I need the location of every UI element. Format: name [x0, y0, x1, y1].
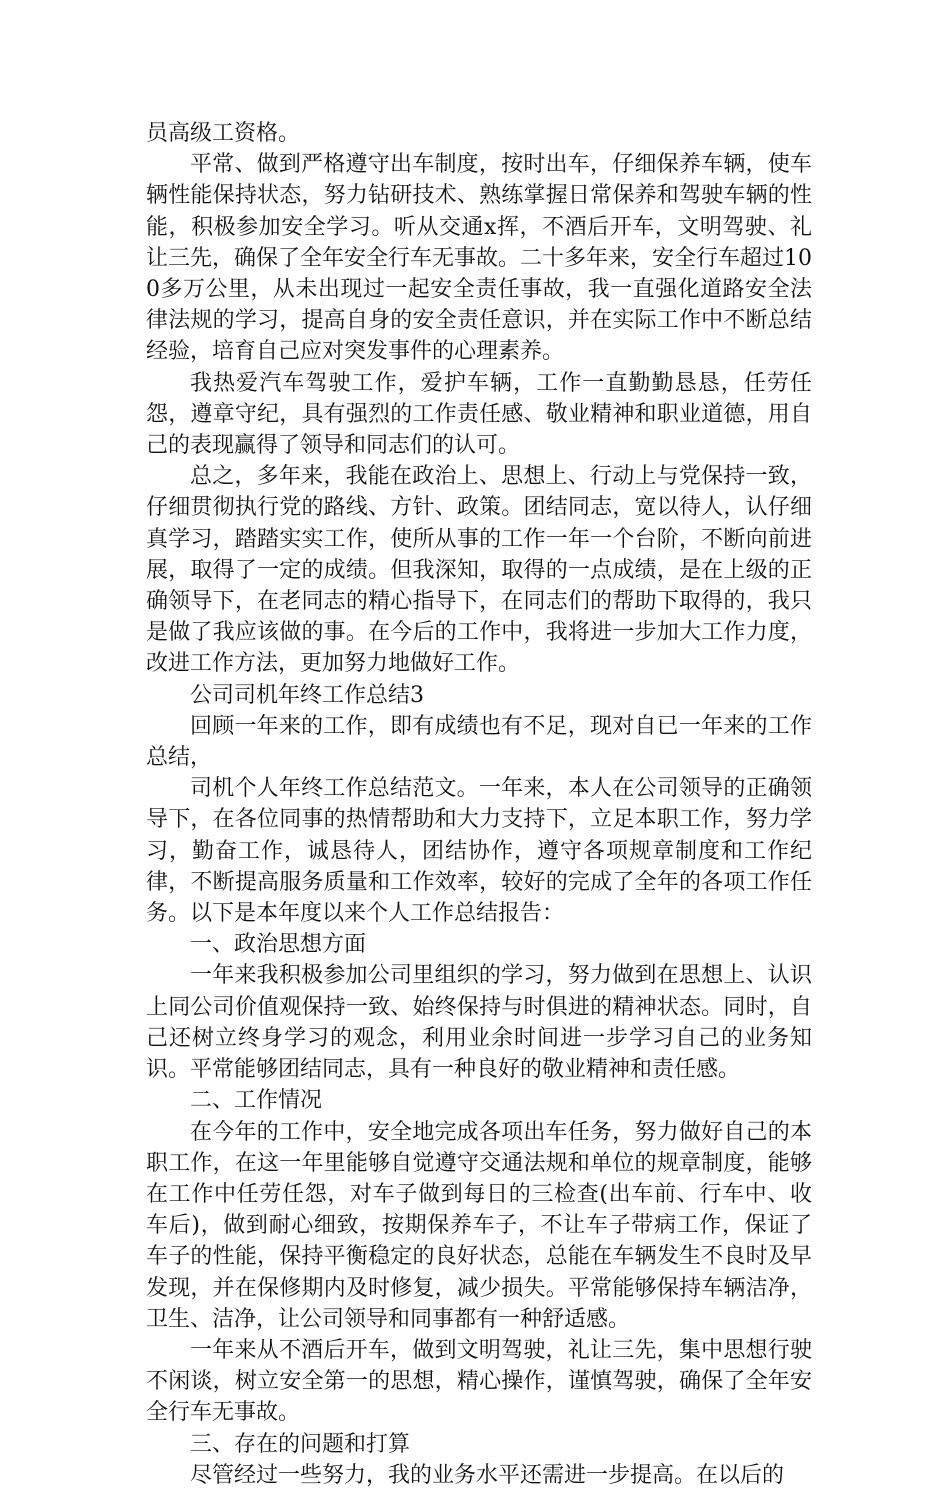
- heading-political: 一、政治思想方面: [190, 932, 367, 958]
- heading-work-situation: 二、工作情况: [190, 1088, 323, 1114]
- paragraph-summary: 总之，多年来，我能在政治上、思想上、行动上与党保持一致，仔细贯彻执行党的路线、方针、政策。团结同志，宽以待人，认仔细真学习，踏踏实实工作，使所从事的工作一年一个台阶，不断向前进展，取得了一定的成绩。但我深知，取得的一点成绩，是在上级的正确领导下，在老同志的精心指导下，在同志们的帮助下取得的，我只是做了我应该做的事。在今后的工作中，我将进一步加大工作力度，改进工作方法，更加努力地做好工作。: [146, 464, 812, 677]
- paragraph-safe-driving: 一年来从不酒后开车，做到文明驾驶，礼让三先，集中思想行驶不闲谈，树立安全第一的思想，精心操作，谨慎驾驶，确保了全年安全行车无事故。: [146, 1337, 812, 1426]
- document-body: [146, 118, 812, 1491]
- paragraph-work-situation: 在今年的工作中，安全地完成各项出车任务，努力做好自己的本职工作，在这一年里能够自觉遵守交通法规和单位的规章制度，能够在工作中任劳任怨，对车子做到每日的三检查(出车前、行车中、收车后)，做到耐心细致，按期保养车子，不让车子带病工作，保证了车子的性能，保持平衡稳定的良好状态，总能在车辆发生不良时及早发现，并在保修期内及时修复，减少损失。平常能够保持车辆洁净，卫生、洁净，让公司领导和同事都有一种舒适感。: [146, 1119, 812, 1332]
- paragraph-intro: 司机个人年终工作总结范文。一年来，本人在公司领导的正确领导下，在各位同事的热情帮助和大力支持下，立足本职工作，努力学习，勤奋工作，诚恳待人，团结协作，遵守各项规章制度和工作纪律，不断提高服务质量和工作效率，较好的完成了全年的各项工作任务。以下是本年度以来个人工作总结报告：: [146, 776, 812, 927]
- paragraph-love-driving: 我热爱汽车驾驶工作，爱护车辆，工作一直勤勤恳恳，任劳任怨，遵章守纪，具有强烈的工作责任感、敬业精神和职业道德，用自己的表现赢得了领导和同志们的认可。: [146, 370, 812, 459]
- paragraph-continuation: 员高级工资格。: [146, 121, 301, 146]
- paragraph-review: 回顾一年来的工作，即有成绩也有不足，现对自已一年来的工作总结，: [146, 713, 812, 771]
- heading-problems: 三、存在的问题和打算: [190, 1431, 411, 1457]
- paragraph-daily-work: 平常、做到严格遵守出车制度，按时出车，仔细保养车辆，使车辆性能保持状态，努力钻研技术、熟练掌握日常保养和驾驶车辆的性能，积极参加安全学习。听从交通x挥，不酒后开车，文明驾驶、礼让三先，确保了全年安全行车无事故。二十多年来，安全行车超过100多万公里，从未出现过一起安全责任事故，我一直强化道路安全法律法规的学习，提高自身的安全责任意识，并在实际工作中不断总结经验，培育自己应对突发事件的心理素养。: [146, 152, 812, 365]
- section-title: 公司司机年终工作总结3: [190, 682, 424, 708]
- paragraph-problems: 尽管经过一些努力，我的业务水平还需进一步提高。在以后的: [190, 1462, 785, 1488]
- paragraph-political: 一年来我积极参加公司里组织的学习，努力做到在思想上、认识上同公司价值观保持一致、始终保持与时俱进的精神状态。同时，自己还树立终身学习的观念，利用业余时间进一步学习自己的业务知识。平常能够团结同志，具有一种良好的敬业精神和责任感。: [146, 963, 812, 1083]
